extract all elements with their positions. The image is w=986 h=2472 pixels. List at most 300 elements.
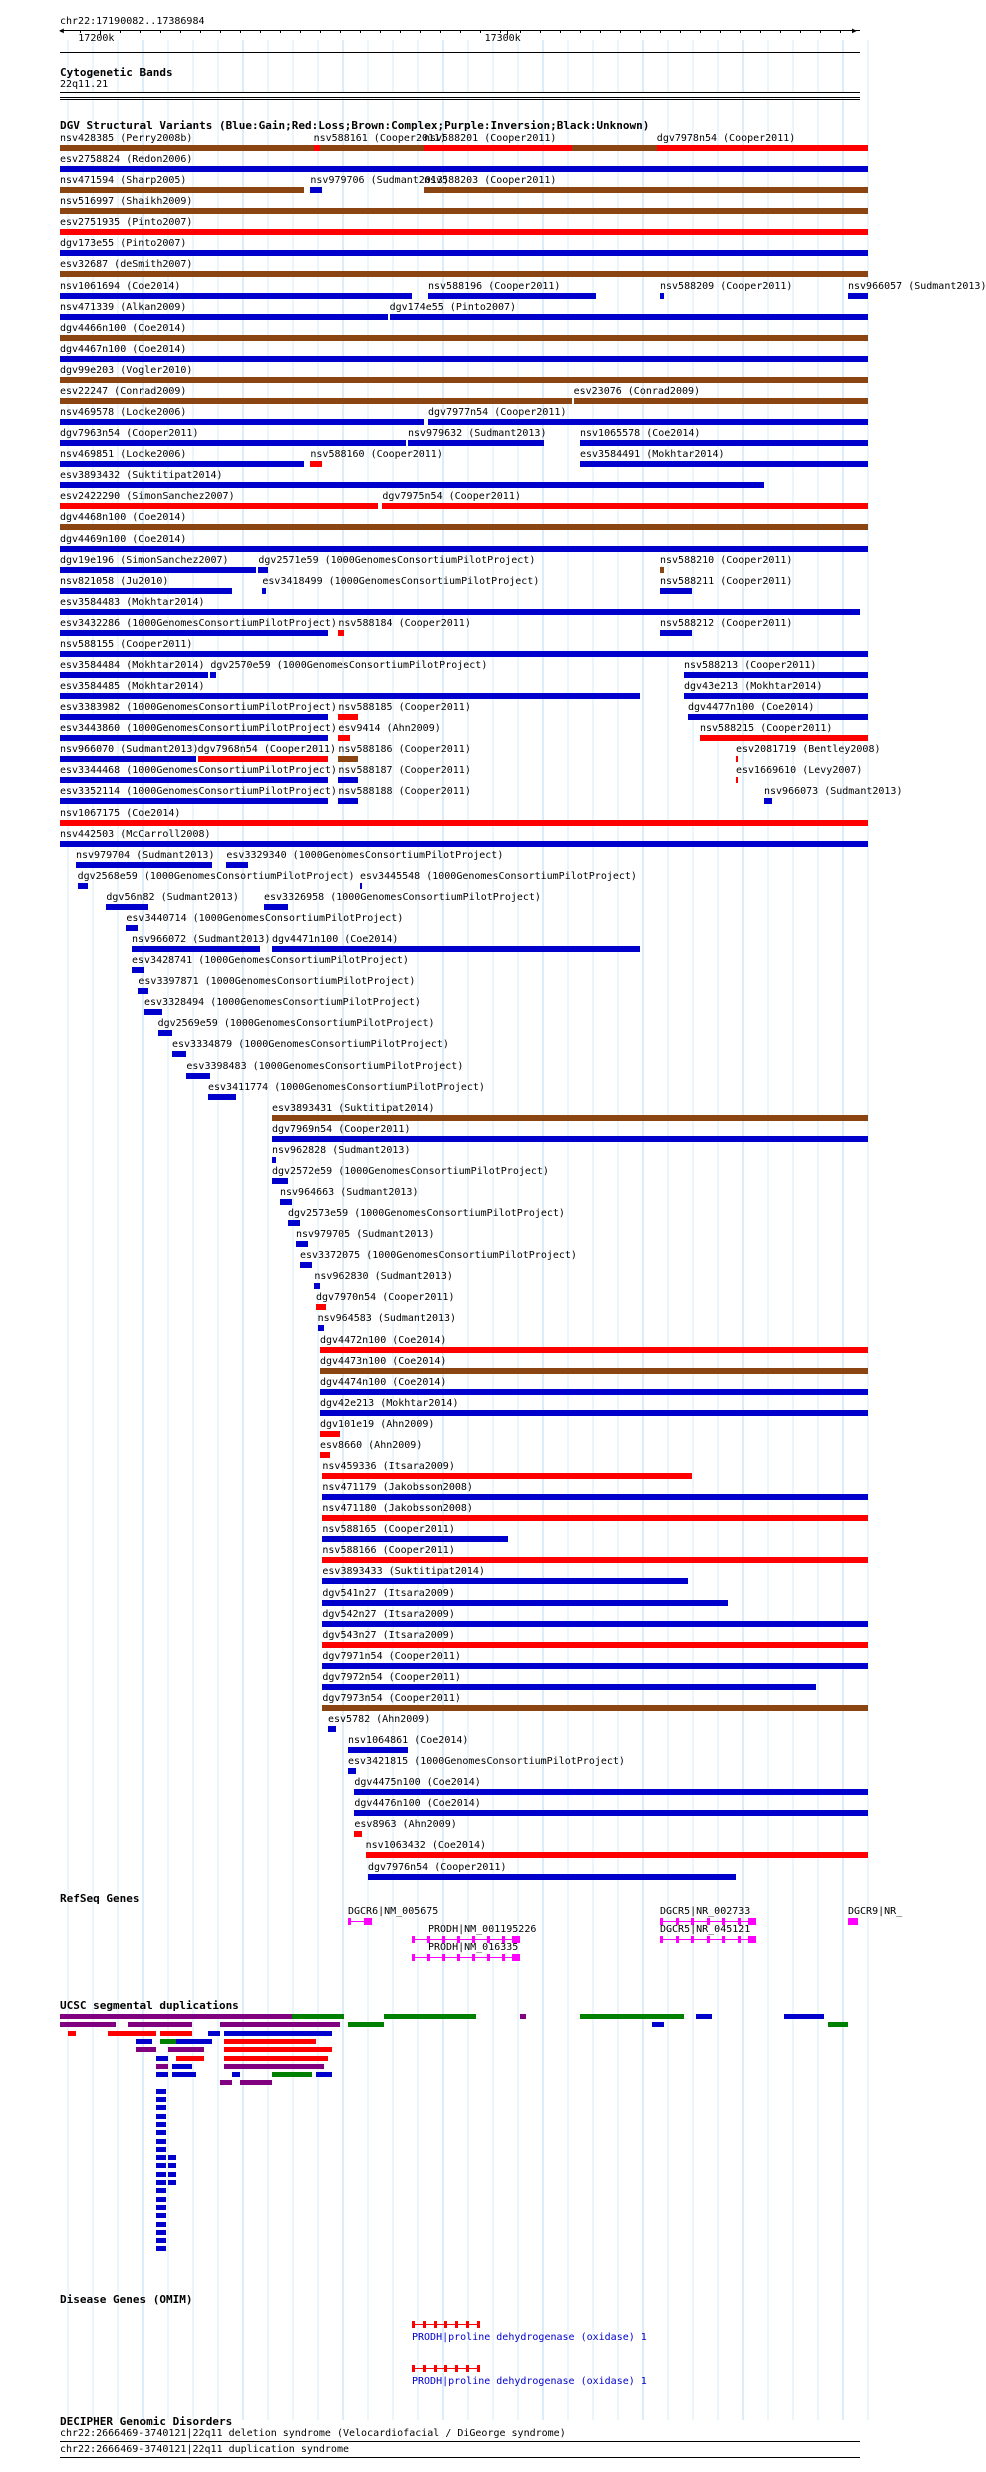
dgv-variant-label[interactable]: esv3432286 (1000GenomesConsortiumPilotProject) bbox=[60, 617, 337, 629]
segdup-block[interactable] bbox=[156, 2163, 166, 2168]
dgv-variant-bar[interactable] bbox=[264, 904, 288, 910]
dgv-variant-label[interactable]: dgv542n27 (Itsara2009) bbox=[322, 1608, 455, 1620]
dgv-variant-bar[interactable] bbox=[314, 1283, 320, 1289]
segdup-block[interactable] bbox=[784, 2014, 824, 2019]
dgv-variant-bar[interactable] bbox=[320, 1452, 330, 1458]
segdup-block[interactable] bbox=[272, 2072, 312, 2077]
dgv-variant-bar[interactable] bbox=[60, 356, 868, 362]
dgv-variant-label[interactable]: nsv588155 (Cooper2011) bbox=[60, 638, 193, 650]
refseq-gene-label[interactable]: PRODH|NM_016335 bbox=[428, 1942, 519, 1953]
segdup-block[interactable] bbox=[172, 2064, 192, 2069]
refseq-gene-label[interactable]: DGCR9|NR_ bbox=[848, 1906, 903, 1917]
omim-gene-exon[interactable] bbox=[477, 2365, 480, 2372]
dgv-variant-bar[interactable] bbox=[60, 567, 256, 573]
dgv-variant-label[interactable]: dgv2573e59 (1000GenomesConsortiumPilotProject) bbox=[288, 1208, 565, 1220]
dgv-variant-label[interactable]: dgv4474n100 (Coe2014) bbox=[320, 1376, 447, 1388]
dgv-variant-label[interactable]: esv3411774 (1000GenomesConsortiumPilotProject) bbox=[208, 1081, 485, 1093]
dgv-variant-bar[interactable] bbox=[366, 1852, 868, 1858]
dgv-variant-label[interactable]: dgv2568e59 (1000GenomesConsortiumPilotProject) bbox=[77, 870, 355, 882]
decipher-entry-deletion[interactable]: chr22:2666469-3740121|22q11 deletion syndrome (Velocardiofacial / DiGeorge syndrome) bbox=[60, 2428, 566, 2439]
dgv-variant-label[interactable]: esv3397871 (1000GenomesConsortiumPilotProject) bbox=[138, 976, 416, 988]
dgv-variant-bar[interactable] bbox=[186, 1073, 210, 1079]
dgv-variant-label[interactable]: esv3893431 (Suktitipat2014) bbox=[272, 1102, 435, 1114]
dgv-variant-label[interactable]: dgv4475n100 (Coe2014) bbox=[354, 1777, 481, 1789]
dgv-variant-bar[interactable] bbox=[60, 798, 328, 804]
dgv-variant-label[interactable]: nsv962830 (Sudmant2013) bbox=[314, 1271, 453, 1283]
dgv-variant-bar[interactable] bbox=[60, 166, 868, 172]
segdup-block[interactable] bbox=[176, 2039, 212, 2044]
dgv-variant-label[interactable]: dgv2571e59 (1000GenomesConsortiumPilotProject) bbox=[258, 554, 536, 566]
dgv-variant-label[interactable]: dgv42e213 (Mokhtar2014) bbox=[320, 1397, 459, 1409]
dgv-variant-bar[interactable] bbox=[158, 1030, 172, 1036]
dgv-variant-label[interactable]: nsv1061694 (Coe2014) bbox=[60, 280, 181, 292]
segdup-block[interactable] bbox=[520, 2014, 526, 2019]
dgv-variant-bar[interactable] bbox=[300, 1262, 312, 1268]
refseq-gene-exon[interactable] bbox=[748, 1936, 756, 1943]
segdup-block[interactable] bbox=[224, 2056, 328, 2061]
dgv-variant-bar[interactable] bbox=[288, 1220, 300, 1226]
segdup-block[interactable] bbox=[828, 2022, 848, 2027]
dgv-variant-bar[interactable] bbox=[338, 777, 357, 783]
dgv-variant-label[interactable]: esv3428741 (1000GenomesConsortiumPilotProject) bbox=[132, 955, 409, 967]
segdup-block[interactable] bbox=[128, 2022, 192, 2027]
dgv-variant-label[interactable]: dgv7963n54 (Cooper2011) bbox=[60, 428, 199, 440]
dgv-variant-bar[interactable] bbox=[198, 756, 328, 762]
dgv-variant-bar[interactable] bbox=[338, 798, 357, 804]
dgv-variant-bar[interactable] bbox=[574, 398, 868, 404]
dgv-variant-bar[interactable] bbox=[684, 672, 868, 678]
dgv-variant-bar[interactable] bbox=[322, 1536, 508, 1542]
segdup-block[interactable] bbox=[156, 2114, 166, 2119]
dgv-variant-bar[interactable] bbox=[262, 588, 266, 594]
dgv-variant-bar[interactable] bbox=[338, 714, 357, 720]
dgv-variant-label[interactable]: nsv428385 (Perry2008b) bbox=[60, 133, 193, 144]
dgv-variant-label[interactable]: dgv99e203 (Vogler2010) bbox=[60, 364, 193, 376]
refseq-gene-exon[interactable] bbox=[412, 1936, 415, 1943]
segdup-block[interactable] bbox=[156, 2172, 166, 2177]
dgv-variant-label[interactable]: nsv588213 (Cooper2011) bbox=[684, 660, 817, 671]
segdup-block[interactable] bbox=[156, 2246, 166, 2251]
dgv-variant-label[interactable]: nsv588161 (Cooper2011) bbox=[313, 133, 447, 144]
refseq-gene-exon[interactable] bbox=[722, 1936, 725, 1943]
dgv-variant-bar[interactable] bbox=[408, 440, 544, 446]
dgv-variant-label[interactable]: dgv4473n100 (Coe2014) bbox=[320, 1355, 447, 1367]
refseq-gene-exon[interactable] bbox=[412, 1954, 415, 1961]
dgv-variant-label[interactable]: nsv979706 (Sudmant2013) bbox=[310, 175, 449, 187]
dgv-variant-bar[interactable] bbox=[322, 1473, 692, 1479]
dgv-variant-label[interactable]: nsv966073 (Sudmant2013) bbox=[764, 786, 903, 798]
segdup-block[interactable] bbox=[240, 2080, 272, 2085]
dgv-variant-label[interactable]: dgv101e19 (Ahn2009) bbox=[320, 1418, 435, 1430]
omim-entry-label[interactable]: PRODH|proline dehydrogenase (oxidase) 1 bbox=[412, 2332, 647, 2343]
dgv-variant-label[interactable]: dgv7969n54 (Cooper2011) bbox=[272, 1123, 411, 1135]
dgv-variant-bar[interactable] bbox=[700, 735, 868, 741]
dgv-variant-label[interactable]: esv2422290 (SimonSanchez2007) bbox=[60, 491, 235, 503]
segdup-block[interactable] bbox=[160, 2039, 176, 2044]
dgv-variant-bar[interactable] bbox=[322, 1684, 816, 1690]
refseq-gene-exon[interactable] bbox=[738, 1936, 741, 1943]
refseq-gene-exon[interactable] bbox=[442, 1954, 445, 1961]
ruler[interactable] bbox=[59, 26, 860, 50]
dgv-variant-bar[interactable] bbox=[60, 609, 860, 615]
segdup-block[interactable] bbox=[156, 2072, 168, 2077]
dgv-variant-label[interactable]: dgv4477n100 (Coe2014) bbox=[688, 702, 815, 714]
refseq-gene-exon[interactable] bbox=[427, 1954, 430, 1961]
segdup-block[interactable] bbox=[156, 2238, 166, 2243]
dgv-variant-bar[interactable] bbox=[272, 1136, 868, 1142]
dgv-variant-label[interactable]: nsv588212 (Cooper2011) bbox=[660, 617, 793, 629]
segdup-block[interactable] bbox=[652, 2022, 664, 2027]
dgv-variant-label[interactable]: nsv588188 (Cooper2011) bbox=[338, 786, 471, 798]
dgv-variant-label[interactable]: dgv541n27 (Itsara2009) bbox=[322, 1587, 455, 1599]
dgv-variant-label[interactable]: esv3584484 (Mokhtar2014) bbox=[60, 660, 205, 671]
dgv-variant-label[interactable]: nsv821058 (Ju2010) bbox=[60, 575, 169, 587]
dgv-variant-bar[interactable] bbox=[60, 377, 868, 383]
dgv-variant-label[interactable]: esv3372075 (1000GenomesConsortiumPilotProject) bbox=[300, 1250, 577, 1262]
refseq-gene-exon[interactable] bbox=[691, 1936, 694, 1943]
dgv-variant-bar[interactable] bbox=[354, 1810, 868, 1816]
dgv-variant-label[interactable]: nsv588196 (Cooper2011) bbox=[428, 280, 561, 292]
dgv-variant-bar[interactable] bbox=[764, 798, 772, 804]
segdup-block[interactable] bbox=[160, 2031, 192, 2036]
dgv-variant-bar[interactable] bbox=[322, 1642, 868, 1648]
dgv-variant-bar[interactable] bbox=[322, 1578, 688, 1584]
dgv-variant-bar[interactable] bbox=[210, 672, 216, 678]
dgv-variant-bar[interactable] bbox=[320, 1389, 868, 1395]
dgv-variant-label[interactable]: dgv7970n54 (Cooper2011) bbox=[316, 1292, 455, 1304]
dgv-variant-bar[interactable] bbox=[60, 672, 208, 678]
dgv-variant-bar[interactable] bbox=[736, 756, 738, 762]
dgv-variant-label[interactable]: esv3326958 (1000GenomesConsortiumPilotProject) bbox=[264, 891, 541, 903]
dgv-variant-label[interactable]: nsv1067175 (Coe2014) bbox=[60, 807, 181, 819]
dgv-variant-label[interactable]: esv3352114 (1000GenomesConsortiumPilotProject) bbox=[60, 786, 337, 798]
dgv-variant-bar[interactable] bbox=[272, 1115, 868, 1121]
dgv-variant-label[interactable]: esv3383982 (1000GenomesConsortiumPilotProject) bbox=[60, 702, 337, 714]
dgv-variant-bar[interactable] bbox=[338, 735, 349, 741]
dgv-variant-label[interactable]: dgv7976n54 (Cooper2011) bbox=[368, 1861, 507, 1873]
dgv-variant-label[interactable]: nsv471339 (Alkan2009) bbox=[60, 301, 187, 313]
dgv-variant-bar[interactable] bbox=[60, 293, 412, 299]
refseq-gene-exon[interactable] bbox=[850, 1918, 858, 1925]
dgv-variant-bar[interactable] bbox=[60, 187, 304, 193]
dgv-variant-bar[interactable] bbox=[316, 1304, 326, 1310]
dgv-variant-bar[interactable] bbox=[60, 440, 406, 446]
segdup-block[interactable] bbox=[156, 2180, 166, 2185]
dgv-variant-bar[interactable] bbox=[280, 1199, 292, 1205]
dgv-variant-bar[interactable] bbox=[322, 1557, 868, 1563]
segdup-block[interactable] bbox=[156, 2188, 166, 2193]
dgv-variant-label[interactable]: nsv966072 (Sudmant2013) bbox=[132, 934, 271, 946]
segdup-block[interactable] bbox=[316, 2072, 332, 2077]
omim-gene-exon[interactable] bbox=[412, 2365, 415, 2372]
omim-gene-exon[interactable] bbox=[444, 2365, 447, 2372]
segdup-block[interactable] bbox=[136, 2047, 156, 2052]
refseq-gene-label[interactable]: DGCR5|NR_002733 bbox=[660, 1906, 751, 1917]
dgv-variant-bar[interactable] bbox=[348, 1747, 408, 1753]
dgv-variant-bar[interactable] bbox=[657, 145, 868, 151]
dgv-variant-bar[interactable] bbox=[60, 630, 328, 636]
dgv-variant-bar[interactable] bbox=[60, 314, 388, 320]
dgv-variant-bar[interactable] bbox=[208, 1094, 236, 1100]
segdup-block[interactable] bbox=[168, 2155, 176, 2160]
dgv-variant-bar[interactable] bbox=[60, 546, 868, 552]
dgv-variant-bar[interactable] bbox=[322, 1621, 868, 1627]
dgv-variant-bar[interactable] bbox=[60, 482, 764, 488]
dgv-variant-bar[interactable] bbox=[580, 440, 868, 446]
refseq-gene-exon[interactable] bbox=[457, 1954, 460, 1961]
dgv-variant-bar[interactable] bbox=[76, 862, 212, 868]
segdup-block[interactable] bbox=[224, 2039, 316, 2044]
dgv-variant-bar[interactable] bbox=[314, 145, 320, 151]
dgv-variant-label[interactable]: dgv2570e59 (1000GenomesConsortiumPilotProject) bbox=[210, 660, 488, 671]
dgv-variant-bar[interactable] bbox=[60, 229, 868, 235]
dgv-variant-label[interactable]: dgv7971n54 (Cooper2011) bbox=[322, 1650, 461, 1662]
omim-gene-exon[interactable] bbox=[466, 2365, 469, 2372]
segdup-block[interactable] bbox=[60, 2022, 116, 2027]
dgv-variant-bar[interactable] bbox=[320, 1431, 340, 1437]
dgv-variant-label[interactable]: esv9414 (Ahn2009) bbox=[338, 723, 441, 735]
dgv-variant-label[interactable]: dgv19e196 (SimonSanchez2007) bbox=[60, 554, 229, 566]
dgv-variant-label[interactable]: dgv4476n100 (Coe2014) bbox=[354, 1798, 481, 1810]
dgv-variant-label[interactable]: dgv43e213 (Mokhtar2014) bbox=[684, 681, 823, 693]
dgv-variant-bar[interactable] bbox=[684, 693, 868, 699]
segdup-block[interactable] bbox=[292, 2014, 344, 2019]
segdup-block[interactable] bbox=[68, 2031, 76, 2036]
dgv-variant-bar[interactable] bbox=[310, 187, 321, 193]
segdup-block[interactable] bbox=[168, 2180, 176, 2185]
dgv-variant-label[interactable]: dgv4467n100 (Coe2014) bbox=[60, 343, 187, 355]
dgv-variant-label[interactable]: nsv469851 (Locke2006) bbox=[60, 449, 187, 461]
dgv-variant-bar[interactable] bbox=[296, 1241, 308, 1247]
dgv-variant-label[interactable]: nsv471594 (Sharp2005) bbox=[60, 175, 187, 187]
dgv-variant-label[interactable]: esv3893432 (Suktitipat2014) bbox=[60, 470, 223, 482]
dgv-variant-label[interactable]: nsv1065578 (Coe2014) bbox=[580, 428, 701, 440]
dgv-variant-bar[interactable] bbox=[360, 883, 362, 889]
segdup-block[interactable] bbox=[172, 2072, 196, 2077]
dgv-variant-label[interactable]: esv1669610 (Levy2007) bbox=[736, 765, 863, 777]
segdup-block[interactable] bbox=[156, 2213, 166, 2218]
dgv-variant-bar[interactable] bbox=[660, 293, 664, 299]
segdup-block[interactable] bbox=[224, 2047, 332, 2052]
dgv-variant-bar[interactable] bbox=[322, 1600, 728, 1606]
dgv-variant-bar[interactable] bbox=[172, 1051, 186, 1057]
segdup-block[interactable] bbox=[60, 2014, 292, 2019]
dgv-variant-label[interactable]: dgv543n27 (Itsara2009) bbox=[322, 1629, 455, 1641]
dgv-variant-label[interactable]: dgv4466n100 (Coe2014) bbox=[60, 322, 187, 334]
dgv-variant-label[interactable]: nsv588201 (Cooper2011) bbox=[424, 133, 557, 144]
dgv-variant-label[interactable]: nsv979705 (Sudmant2013) bbox=[296, 1229, 435, 1241]
dgv-variant-label[interactable]: esv3443860 (1000GenomesConsortiumPilotProject) bbox=[60, 723, 337, 735]
dgv-variant-label[interactable]: dgv173e55 (Pinto2007) bbox=[60, 238, 187, 250]
dgv-variant-label[interactable]: nsv1064861 (Coe2014) bbox=[348, 1735, 469, 1747]
dgv-variant-label[interactable]: esv3584485 (Mokhtar2014) bbox=[60, 681, 205, 693]
segdup-block[interactable] bbox=[220, 2080, 232, 2085]
omim-gene-exon[interactable] bbox=[423, 2365, 426, 2372]
dgv-variant-bar[interactable] bbox=[580, 461, 868, 467]
dgv-variant-label[interactable]: nsv966057 (Sudmant2013) bbox=[848, 280, 986, 292]
dgv-variant-bar[interactable] bbox=[688, 714, 868, 720]
refseq-gene-exon[interactable] bbox=[502, 1954, 505, 1961]
segdup-block[interactable] bbox=[156, 2089, 166, 2094]
segdup-block[interactable] bbox=[156, 2197, 166, 2202]
refseq-gene-label[interactable]: DGCR6|NM_005675 bbox=[348, 1906, 439, 1917]
omim-gene-exon[interactable] bbox=[466, 2321, 469, 2328]
dgv-variant-label[interactable]: esv5782 (Ahn2009) bbox=[328, 1714, 431, 1725]
dgv-variant-label[interactable]: nsv962828 (Sudmant2013) bbox=[272, 1144, 411, 1156]
dgv-variant-bar[interactable] bbox=[660, 630, 692, 636]
dgv-variant-bar[interactable] bbox=[322, 1515, 868, 1521]
refseq-gene-exon[interactable] bbox=[472, 1954, 475, 1961]
dgv-variant-label[interactable]: nsv588209 (Cooper2011) bbox=[660, 280, 793, 292]
dgv-variant-label[interactable]: nsv1063432 (Coe2014) bbox=[365, 1840, 487, 1852]
dgv-variant-bar[interactable] bbox=[138, 988, 148, 994]
dgv-variant-label[interactable]: nsv588166 (Cooper2011) bbox=[322, 1545, 455, 1557]
dgv-variant-label[interactable]: esv3398483 (1000GenomesConsortiumPilotProject) bbox=[186, 1060, 464, 1072]
segdup-block[interactable] bbox=[220, 2022, 340, 2027]
dgv-variant-label[interactable]: nsv471180 (Jakobsson2008) bbox=[322, 1503, 473, 1515]
dgv-variant-label[interactable]: esv3418499 (1000GenomesConsortiumPilotProject) bbox=[262, 575, 540, 587]
segdup-block[interactable] bbox=[156, 2130, 166, 2135]
refseq-gene-exon[interactable] bbox=[487, 1954, 490, 1961]
dgv-variant-bar[interactable] bbox=[60, 651, 868, 657]
segdup-block[interactable] bbox=[232, 2072, 240, 2077]
dgv-variant-label[interactable]: esv2081719 (Bentley2008) bbox=[736, 744, 881, 756]
omim-gene-exon[interactable] bbox=[423, 2321, 426, 2328]
dgv-variant-bar[interactable] bbox=[60, 461, 304, 467]
segdup-block[interactable] bbox=[224, 2031, 332, 2036]
dgv-variant-bar[interactable] bbox=[60, 756, 196, 762]
dgv-variant-bar[interactable] bbox=[348, 1768, 356, 1774]
dgv-variant-label[interactable]: esv3329340 (1000GenomesConsortiumPilotProject) bbox=[226, 849, 504, 861]
segdup-block[interactable] bbox=[168, 2172, 176, 2177]
dgv-variant-label[interactable]: esv3893433 (Suktitipat2014) bbox=[322, 1566, 485, 1578]
dgv-variant-label[interactable]: nsv588215 (Cooper2011) bbox=[700, 723, 833, 735]
dgv-variant-bar[interactable] bbox=[60, 588, 232, 594]
dgv-variant-bar[interactable] bbox=[144, 1009, 162, 1015]
dgv-variant-label[interactable]: esv3344468 (1000GenomesConsortiumPilotProject) bbox=[60, 765, 337, 777]
dgv-variant-label[interactable]: dgv174e55 (Pinto2007) bbox=[389, 301, 517, 313]
refseq-gene-exon[interactable] bbox=[660, 1936, 663, 1943]
dgv-variant-label[interactable]: nsv588160 (Cooper2011) bbox=[310, 449, 443, 461]
dgv-variant-bar[interactable] bbox=[660, 588, 692, 594]
segdup-block[interactable] bbox=[156, 2222, 166, 2227]
dgv-variant-bar[interactable] bbox=[320, 1347, 868, 1353]
segdup-block[interactable] bbox=[136, 2039, 152, 2044]
dgv-variant-bar[interactable] bbox=[60, 714, 328, 720]
dgv-variant-bar[interactable] bbox=[60, 841, 868, 847]
dgv-variant-bar[interactable] bbox=[322, 1663, 868, 1669]
dgv-variant-label[interactable]: dgv56n82 (Sudmant2013) bbox=[106, 891, 239, 903]
dgv-variant-bar[interactable] bbox=[390, 314, 868, 320]
dgv-variant-bar[interactable] bbox=[60, 735, 328, 741]
dgv-variant-label[interactable]: nsv964663 (Sudmant2013) bbox=[280, 1187, 419, 1198]
segdup-block[interactable] bbox=[156, 2230, 166, 2235]
dgv-variant-bar[interactable] bbox=[368, 1874, 736, 1880]
dgv-variant-label[interactable]: nsv979704 (Sudmant2013) bbox=[76, 849, 215, 861]
segdup-block[interactable] bbox=[156, 2122, 166, 2127]
dgv-variant-label[interactable]: nsv979632 (Sudmant2013) bbox=[408, 428, 547, 440]
omim-gene-exon[interactable] bbox=[455, 2365, 458, 2372]
segdup-block[interactable] bbox=[156, 2064, 168, 2069]
dgv-variant-label[interactable]: dgv7975n54 (Cooper2011) bbox=[382, 491, 521, 503]
segdup-block[interactable] bbox=[156, 2139, 166, 2144]
segdup-block[interactable] bbox=[208, 2031, 220, 2036]
omim-gene-exon[interactable] bbox=[434, 2321, 437, 2328]
dgv-variant-label[interactable]: esv8963 (Ahn2009) bbox=[354, 1819, 457, 1831]
dgv-variant-bar[interactable] bbox=[60, 503, 378, 509]
dgv-variant-bar[interactable] bbox=[848, 293, 868, 299]
dgv-variant-label[interactable]: nsv442503 (McCarroll2008) bbox=[60, 828, 211, 840]
segdup-block[interactable] bbox=[580, 2014, 684, 2019]
dgv-variant-label[interactable]: nsv516997 (Shaikh2009) bbox=[60, 196, 193, 208]
refseq-gene-exon[interactable] bbox=[512, 1954, 520, 1961]
dgv-variant-bar[interactable] bbox=[60, 419, 424, 425]
dgv-variant-bar[interactable] bbox=[424, 145, 572, 151]
cyto-band-bar[interactable] bbox=[60, 92, 860, 98]
dgv-variant-label[interactable]: dgv4471n100 (Coe2014) bbox=[272, 934, 399, 946]
segdup-block[interactable] bbox=[108, 2031, 156, 2036]
omim-gene-exon[interactable] bbox=[455, 2321, 458, 2328]
dgv-variant-label[interactable]: esv3445548 (1000GenomesConsortiumPilotProject) bbox=[360, 870, 637, 882]
dgv-variant-bar[interactable] bbox=[60, 271, 868, 277]
dgv-variant-label[interactable]: nsv588185 (Cooper2011) bbox=[338, 702, 471, 714]
dgv-variant-bar[interactable] bbox=[322, 1705, 868, 1711]
dgv-variant-bar[interactable] bbox=[258, 567, 268, 573]
dgv-variant-bar[interactable] bbox=[60, 693, 640, 699]
dgv-variant-bar[interactable] bbox=[60, 777, 328, 783]
dgv-variant-bar[interactable] bbox=[60, 208, 868, 214]
dgv-variant-label[interactable]: esv3584491 (Mokhtar2014) bbox=[580, 449, 725, 461]
dgv-variant-bar[interactable] bbox=[60, 335, 868, 341]
dgv-variant-label[interactable]: esv3421815 (1000GenomesConsortiumPilotProject) bbox=[348, 1756, 625, 1768]
dgv-variant-bar[interactable] bbox=[60, 398, 572, 404]
dgv-variant-label[interactable]: nsv588211 (Cooper2011) bbox=[660, 575, 793, 587]
dgv-variant-bar[interactable] bbox=[354, 1831, 362, 1837]
dgv-variant-label[interactable]: dgv7978n54 (Cooper2011) bbox=[656, 133, 796, 144]
dgv-variant-bar[interactable] bbox=[272, 946, 640, 952]
dgv-variant-bar[interactable] bbox=[310, 461, 321, 467]
dgv-variant-bar[interactable] bbox=[78, 883, 88, 889]
dgv-variant-bar[interactable] bbox=[322, 1494, 868, 1500]
dgv-variant-label[interactable]: nsv588186 (Cooper2011) bbox=[338, 744, 471, 756]
dgv-variant-bar[interactable] bbox=[320, 1368, 868, 1374]
segdup-block[interactable] bbox=[156, 2097, 166, 2102]
dgv-variant-bar[interactable] bbox=[318, 1325, 324, 1331]
dgv-variant-label[interactable]: esv3440714 (1000GenomesConsortiumPilotProject) bbox=[126, 912, 404, 924]
dgv-variant-bar[interactable] bbox=[382, 503, 868, 509]
dgv-variant-bar[interactable] bbox=[428, 419, 868, 425]
omim-entry-label[interactable]: PRODH|proline dehydrogenase (oxidase) 1 bbox=[412, 2376, 647, 2387]
dgv-variant-bar[interactable] bbox=[354, 1789, 868, 1795]
dgv-variant-label[interactable]: nsv588184 (Cooper2011) bbox=[338, 617, 471, 629]
dgv-variant-bar[interactable] bbox=[338, 630, 344, 636]
dgv-variant-label[interactable]: nsv471179 (Jakobsson2008) bbox=[322, 1482, 473, 1494]
segdup-block[interactable] bbox=[156, 2105, 166, 2110]
omim-gene-exon[interactable] bbox=[412, 2321, 415, 2328]
refseq-gene-label[interactable]: DGCR5|NR_045121 bbox=[660, 1924, 751, 1935]
dgv-variant-bar[interactable] bbox=[338, 756, 357, 762]
refseq-gene-exon[interactable] bbox=[364, 1918, 372, 1925]
refseq-gene-exon[interactable] bbox=[676, 1936, 679, 1943]
decipher-entry-duplication[interactable]: chr22:2666469-3740121|22q11 duplication syndrome bbox=[60, 2444, 349, 2455]
dgv-variant-label[interactable]: esv8660 (Ahn2009) bbox=[320, 1439, 423, 1451]
dgv-variant-bar[interactable] bbox=[126, 925, 138, 931]
dgv-variant-bar[interactable] bbox=[428, 293, 596, 299]
dgv-variant-bar[interactable] bbox=[736, 777, 738, 783]
segdup-block[interactable] bbox=[168, 2163, 176, 2168]
dgv-variant-label[interactable]: dgv4472n100 (Coe2014) bbox=[320, 1334, 447, 1346]
dgv-variant-label[interactable]: esv3328494 (1000GenomesConsortiumPilotProject) bbox=[144, 997, 421, 1009]
